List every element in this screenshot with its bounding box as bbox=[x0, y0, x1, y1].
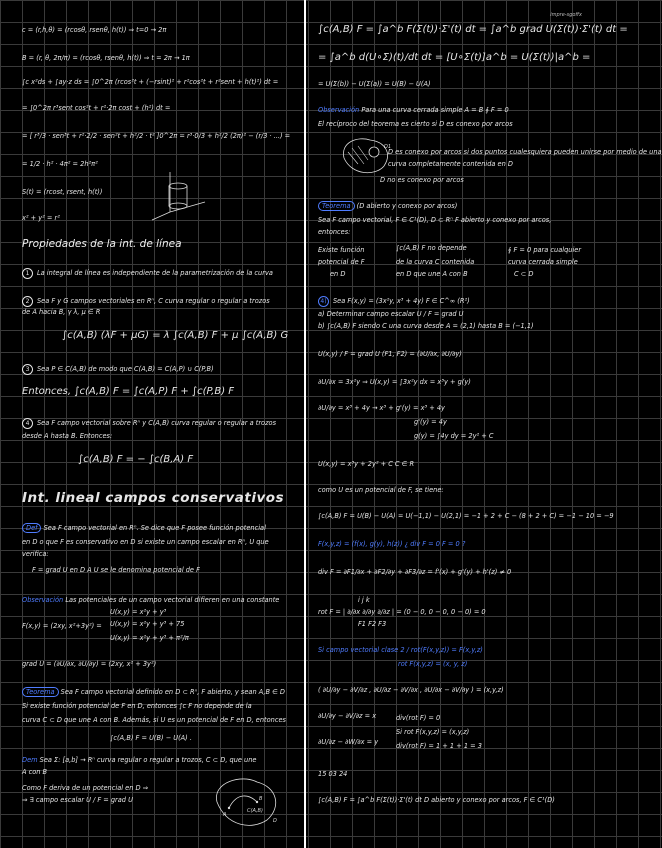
def-tag: Def bbox=[22, 523, 41, 533]
obs-text: Las potenciales de un campo vectorial difieren en una constante bbox=[65, 596, 280, 604]
note-line: = 1/2 · h² · 4π² = 2h²π² bbox=[22, 160, 98, 168]
theorem-line bbox=[22, 688, 285, 696]
note-line: en D o que F es conservativo en D si existe un campo escalar en Rⁿ, U que bbox=[22, 538, 269, 546]
observation-line bbox=[318, 106, 509, 114]
note-line: g(y) = ∫4y dy = 2y² + C bbox=[414, 432, 494, 440]
proof-line bbox=[22, 756, 256, 764]
note-line: C ⊂ D bbox=[514, 270, 534, 278]
note-line: a) Determinar campo escalar U / F = grad U bbox=[318, 310, 464, 318]
note-line: ∫c(A,B) F no depende bbox=[396, 244, 467, 252]
note-line: U(x,y) = x²y + y³ + π²/π bbox=[110, 634, 189, 642]
note-line: U(x,y) = x²y + y³ bbox=[110, 608, 167, 616]
obs-tag: Observación bbox=[22, 596, 64, 604]
note-line: curva C ⊂ D que une A con B. Además, si U es un potencial de F en D, entonces bbox=[22, 716, 286, 724]
note-line: ∂U/∂y = x³ + 4y → x³ + g'(y) = x³ + 4y bbox=[318, 404, 445, 412]
note-line: ⇒ ∃ campo escalar U / F = grad U bbox=[22, 796, 133, 804]
note-line: x² + y² = r² bbox=[22, 214, 60, 222]
note-line: potencial de F bbox=[318, 258, 365, 266]
note-line: div(rot F) = 1 + 1 + 1 = 3 bbox=[396, 742, 482, 750]
formula: Entonces, ∫c(A,B) F = ∫c(A,P) F + ∫c(P,B) F bbox=[22, 386, 235, 397]
note-line: ∂U/∂y − ∂V/∂z = x bbox=[318, 712, 377, 720]
note-line: = U(Σ(b)) − U(Σ(a)) = U(B) − U(A) bbox=[318, 80, 431, 88]
fig-label: C(A,B) bbox=[247, 808, 263, 814]
note-line: Como F deriva de un potencial en D ⇒ bbox=[22, 784, 149, 792]
note-line: Si existe función potencial de F en D, entonces ∫c F no depende de la bbox=[22, 702, 252, 710]
property-text: Sea F campo vectorial sobre Rⁿ y C(A,B) curva regular o regular a trozos bbox=[37, 419, 277, 427]
formula: = ∫a^b d(U∘Σ)(t)/dt dt = [U∘Σ(t)]a^b = U(Σ(t))|a^b = bbox=[318, 52, 591, 63]
note-line: U(x,y) = x²y + y³ + 75 bbox=[110, 620, 185, 628]
note-line: ∂U/∂z − ∂W/∂x = y bbox=[318, 738, 379, 746]
note-line: ∮ F = 0 para cualquier bbox=[508, 246, 582, 254]
note-line: D es conexo por arcos si dos puntos cualesquiera pueden unirse por medio de una bbox=[388, 148, 662, 156]
teo-text: Sea F campo vectorial definido en D ⊂ Rⁿ, F abierto, y sean A,B ∈ D bbox=[60, 688, 285, 696]
date-line: 15 03 24 bbox=[318, 770, 348, 778]
theorem-line bbox=[318, 202, 457, 210]
note-line: U(x,y) / F = grad U (F1, F2) = (∂U/∂x, ∂U/∂y) bbox=[318, 350, 462, 358]
note-line: rot F = | ∂/∂x ∂/∂y ∂/∂z | = (0 − 0, 0 − 0, 0 − 0) = 0 bbox=[318, 608, 486, 616]
note-line: c = (r,h,θ) = (rcosθ, rsenθ, h(t)) ⇒ t=0 → 2π bbox=[22, 26, 167, 34]
connected-region-sketch bbox=[338, 134, 394, 178]
note-line: curva cerrada simple bbox=[508, 258, 578, 266]
property-1: 1 La integral de línea es independiente de la parametrización de la curva bbox=[22, 268, 273, 279]
note-line: grad U = (∂U/∂x, ∂U/∂y) = (2xy, x² + 3y²) bbox=[22, 660, 157, 668]
property-3: 3 Sea P ∈ C(A,B) de modo que C(A,B) = C(A,P) ∪ C(P,B) bbox=[22, 364, 214, 375]
note-line: ( ∂U/∂y − ∂V/∂z , ∂U/∂z − ∂V/∂x , ∂U/∂x − ∂V/∂y ) = (x,y,z) bbox=[318, 686, 504, 694]
obs-tag: Observación bbox=[318, 106, 360, 114]
note-line: S(t) = (rcost, rsent, h(t)) bbox=[22, 188, 103, 196]
region-sketch bbox=[207, 772, 287, 832]
note-line: de la curva C contenida bbox=[396, 258, 475, 266]
fig-label: D bbox=[273, 818, 277, 824]
note-line: Si campo vectorial clase 2 / rot(F(x,y,z)) = F(x,y,z) bbox=[318, 646, 483, 654]
teo-tag: Teorema bbox=[22, 687, 59, 697]
teo-tag: Teorema bbox=[318, 201, 355, 211]
watermark: impre-sgoffx bbox=[550, 12, 582, 18]
note-line: F(x,y) = (2xy, x²+3y²) = bbox=[22, 622, 102, 630]
note-line: verifica: bbox=[22, 550, 49, 558]
note-line: desde A hasta B. Entonces: bbox=[22, 432, 113, 440]
note-line: en D bbox=[330, 270, 346, 278]
page-divider bbox=[304, 0, 306, 848]
note-line: div(rot F) = 0 bbox=[396, 714, 441, 722]
note-line: entonces: bbox=[318, 228, 351, 236]
note-line: F1 F2 F3 bbox=[358, 620, 387, 628]
teo-text: (D abierto y conexo por arcos) bbox=[356, 202, 458, 210]
note-line: El recíproco del teorema es cierto si D es conexo por arcos bbox=[318, 120, 513, 128]
section-heading: Int. lineal campos conservativos bbox=[22, 490, 285, 506]
note-line: rot F(x,y,z) = (x, y, z) bbox=[398, 660, 468, 668]
note-line: de A hacia B, γ λ, μ ∈ R bbox=[22, 308, 101, 316]
section-heading: Propiedades de la int. de línea bbox=[22, 238, 182, 250]
note-line: div F = ∂F1/∂x + ∂F2/∂y + ∂F3/∂z = f'(x) + g'(y) + h'(z) ≠ 0 bbox=[318, 568, 512, 576]
def-text: Sea F campo vectorial en Rⁿ. Se dice que F posee función potencial bbox=[43, 524, 266, 532]
fig-label: A bbox=[223, 812, 227, 818]
note-line: = ∫0^2π r³sent cos²t + r²·2π cost + (h²) dt = bbox=[22, 104, 171, 112]
dem-tag: Dem bbox=[22, 756, 38, 764]
note-line: Existe función bbox=[318, 246, 365, 254]
exercise-text: Sea F(x,y) = (3x²y, x³ + 4y) F ∈ C^∞ (R²) bbox=[333, 297, 470, 305]
property-text: La integral de línea es independiente de la parametrización de la curva bbox=[37, 269, 273, 277]
formula: ∫c(A,B) F = ∫a^b F(Σ(t))·Σ'(t) dt = ∫a^b grad U(Σ(t))·Σ'(t) dt = bbox=[318, 24, 628, 35]
cylinder-sketch bbox=[150, 172, 210, 222]
note-line: U(x,y) = x³y + 2y² + C C ∈ R bbox=[318, 460, 415, 468]
note-line: A con B bbox=[22, 768, 48, 776]
note-line: en D que une A con B bbox=[396, 270, 468, 278]
note-line: = [ r³/3 · sen³t + r²·2/2 · sen²t + h²/2 · t² ]0^2π = r³·0/3 + h²/2 (2π)² − (r/3 · ...) = bbox=[22, 132, 291, 140]
proof-text: Sea Σ: [a,b] → Rⁿ curva regular o regular a trozos, C ⊂ D, que une bbox=[39, 756, 257, 764]
note-line: B = (r, θ, 2π/π) = (rcosθ, rsenθ, h(t)) ⇒ t = 2π → 1π bbox=[22, 54, 190, 62]
note-line: i j k bbox=[358, 596, 370, 604]
definition-line bbox=[22, 524, 266, 532]
formula: ∫c(A,B) F = − ∫c(B,A) F bbox=[78, 454, 194, 465]
fig-label: B bbox=[259, 796, 263, 802]
note-line: F = grad U en D A U se le denomina potencial de F bbox=[32, 566, 200, 574]
note-line: ∫c(A,B) F = U(B) − U(A) = U(−1,1) − U(2,1) = −1 + 2 + C − (8 + 2 + C) = −1 − 10 = −9 bbox=[318, 512, 614, 520]
exercise-line bbox=[318, 296, 470, 307]
note-line: curva completamente contenida en D bbox=[388, 160, 513, 168]
property-text: Sea P ∈ C(A,B) de modo que C(A,B) = C(A,P) ∪ C(P,B) bbox=[37, 365, 214, 373]
note-line: ∫c(A,B) F = U(B) − U(A) . bbox=[110, 734, 192, 742]
note-line: Si rot F(x,y,z) = (x,y,z) bbox=[396, 728, 470, 736]
property-4: 4 Sea F campo vectorial sobre Rⁿ y C(A,B) curva regular o regular a trozos bbox=[22, 418, 276, 429]
property-2: 2 Sea F y G campos vectoriales en Rⁿ, C curva regular o regular a trozos bbox=[22, 296, 270, 307]
obs-text: Para una curva cerrada simple A = B ∮ F = 0 bbox=[361, 106, 509, 114]
formula: ∫c(A,B) (λF + μG) = λ ∫c(A,B) F + μ ∫c(A,B) G bbox=[62, 330, 289, 341]
note-line: D no es conexo por arcos bbox=[380, 176, 464, 184]
exercise-tag: 4) bbox=[318, 296, 329, 307]
note-line: como U es un potencial de F, se tiene: bbox=[318, 486, 444, 494]
fig-label: D1 bbox=[384, 144, 392, 150]
note-line: ∫c(A,B) F = ∫a^b F(Σ(t))·Σ'(t) dt D abierto y conexo por arcos, F ∈ C¹(D) bbox=[318, 796, 555, 804]
note-line: Sea F campo vectorial, F ∈ C¹(D), D ⊂ Rⁿ F abierto y conexo por arcos, bbox=[318, 216, 552, 224]
exercise-5-line: F(x,y,z) = (f(x), g(y), h(z)) ¿ div F = 0 F = 0 ? bbox=[318, 540, 466, 548]
note-line: b) ∫c(A,B) F siendo C una curva desde A = (2,1) hasta B = (−1,1) bbox=[318, 322, 534, 330]
note-line: ∫c x²ds + ∫ay·z ds = ∫0^2π (rcos²t + (−rsint)² + r²cos²t + r²sent + h(t)²) dt = bbox=[22, 78, 279, 86]
observation-line bbox=[22, 596, 279, 604]
note-line: g'(y) = 4y bbox=[414, 418, 447, 426]
note-line: ∂U/∂x = 3x²y ⇒ U(x,y) = ∫3x²y dx = x³y + g(y) bbox=[318, 378, 471, 386]
property-text: Sea F y G campos vectoriales en Rⁿ, C curva regular o regular a trozos bbox=[37, 297, 270, 305]
